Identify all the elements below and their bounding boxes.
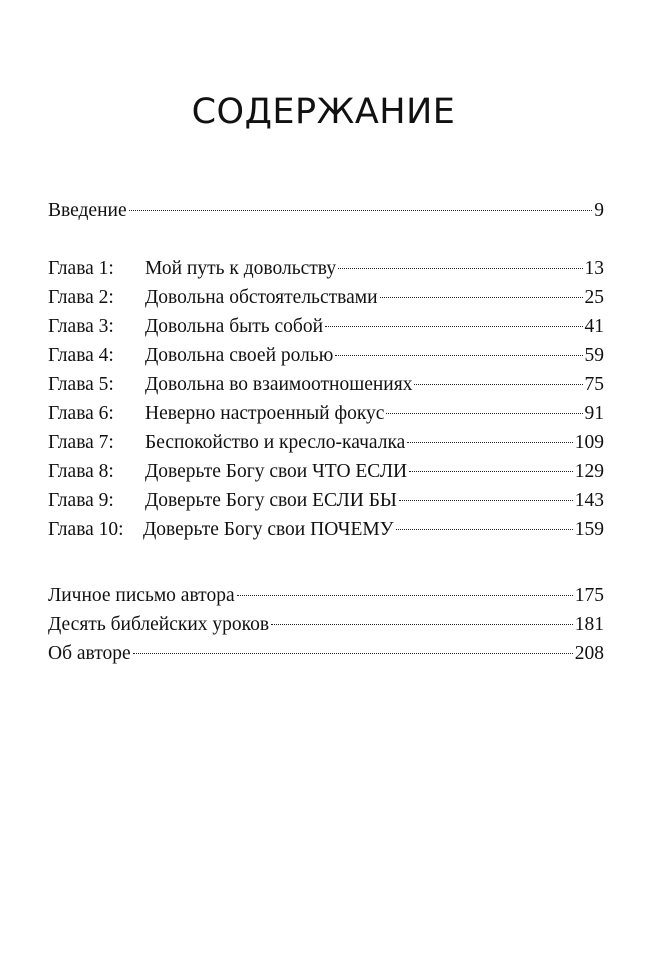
toc-entry-title: Доверьте Богу свои ЕСЛИ БЫ — [145, 490, 397, 511]
toc-entry-page: 91 — [584, 403, 604, 424]
toc-entry-about-author — [48, 639, 604, 668]
toc-entry-intro — [48, 196, 604, 225]
toc-entry-label: Глава 6: — [48, 403, 114, 424]
toc-entry-title: Доверьте Богу свои ЧТО ЕСЛИ — [145, 461, 408, 482]
toc-entry-page: 109 — [574, 432, 604, 453]
toc-entry-chapter-7 — [48, 428, 604, 457]
toc-entry-label: Глава 4: — [48, 345, 114, 366]
toc-entry-page: 59 — [584, 345, 604, 366]
toc-entry-page: 41 — [584, 316, 604, 337]
dot-leader — [271, 624, 573, 625]
toc-entry-title: Довольна во взаимоотношениях — [145, 374, 413, 395]
toc-entry-title: Довольна своей ролью — [145, 345, 334, 366]
toc-entry-title: Неверно настроенный фокус — [145, 403, 385, 424]
toc-entry-label: Глава 1: — [48, 258, 114, 279]
toc-entry-chapter-2 — [48, 283, 604, 312]
toc-entry-title: Довольна обстоятельствами — [145, 287, 378, 308]
toc-entry-page: 25 — [584, 287, 604, 308]
dot-leader — [407, 442, 572, 443]
toc-entry-title: Об авторе — [48, 643, 131, 664]
toc-entry-page: 143 — [574, 490, 604, 511]
toc-entry-bible-lessons — [48, 610, 604, 639]
toc-entry-page: 208 — [574, 643, 604, 664]
toc-entry-page: 13 — [584, 258, 604, 279]
toc-entry-author-letter — [48, 581, 604, 610]
dot-leader — [325, 326, 582, 327]
dot-leader — [338, 268, 582, 269]
toc-entry-page: 75 — [584, 374, 604, 395]
toc-entry-chapter-3 — [48, 312, 604, 341]
toc-entry-chapter-9 — [48, 486, 604, 515]
toc-entry-chapter-4 — [48, 341, 604, 370]
toc-entry-label: Глава 10: — [48, 519, 124, 540]
toc-entry-label: Глава 5: — [48, 374, 114, 395]
dot-leader — [399, 500, 573, 501]
dot-leader — [380, 297, 583, 298]
toc-entry-title: Введение — [48, 200, 127, 221]
toc-entry-title: Десять библейских уроков — [48, 614, 270, 635]
toc-entry-chapter-10 — [48, 515, 604, 544]
toc-entry-label: Глава 2: — [48, 287, 114, 308]
toc-intro-section — [48, 196, 604, 225]
toc-entry-label: Глава 3: — [48, 316, 114, 337]
toc-entry-page: 181 — [574, 614, 604, 635]
toc-entry-page: 129 — [574, 461, 604, 482]
toc-entry-title: Мой путь к довольству — [145, 258, 337, 279]
dot-leader — [133, 653, 573, 654]
toc-entry-chapter-1 — [48, 254, 604, 283]
dot-leader — [237, 595, 573, 596]
dot-leader — [396, 529, 573, 530]
page-title: СОДЕРЖАНИЕ — [191, 92, 456, 132]
toc-entry-title: Беспокойство и кресло-качалка — [145, 432, 406, 453]
dot-leader — [335, 355, 582, 356]
toc-extras-section — [48, 581, 604, 668]
toc-entry-title: Доверьте Богу свои ПОЧЕМУ — [143, 519, 394, 540]
toc-entry-page: 9 — [594, 200, 604, 221]
dot-leader — [129, 210, 593, 211]
toc-entry-page: 175 — [574, 585, 604, 606]
dot-leader — [386, 413, 582, 414]
toc-entry-label: Глава 7: — [48, 432, 114, 453]
toc-chapters-section — [48, 254, 604, 544]
toc-entry-title: Довольна быть собой — [145, 316, 324, 337]
toc-entry-chapter-5 — [48, 370, 604, 399]
toc-entry-chapter-6 — [48, 399, 604, 428]
toc-entry-label: Глава 9: — [48, 490, 114, 511]
toc-entry-page: 159 — [574, 519, 604, 540]
dot-leader — [414, 384, 582, 385]
toc-entry-label: Глава 8: — [48, 461, 114, 482]
toc-entry-chapter-8 — [48, 457, 604, 486]
toc-entry-title: Личное письмо автора — [48, 585, 235, 606]
dot-leader — [409, 471, 573, 472]
